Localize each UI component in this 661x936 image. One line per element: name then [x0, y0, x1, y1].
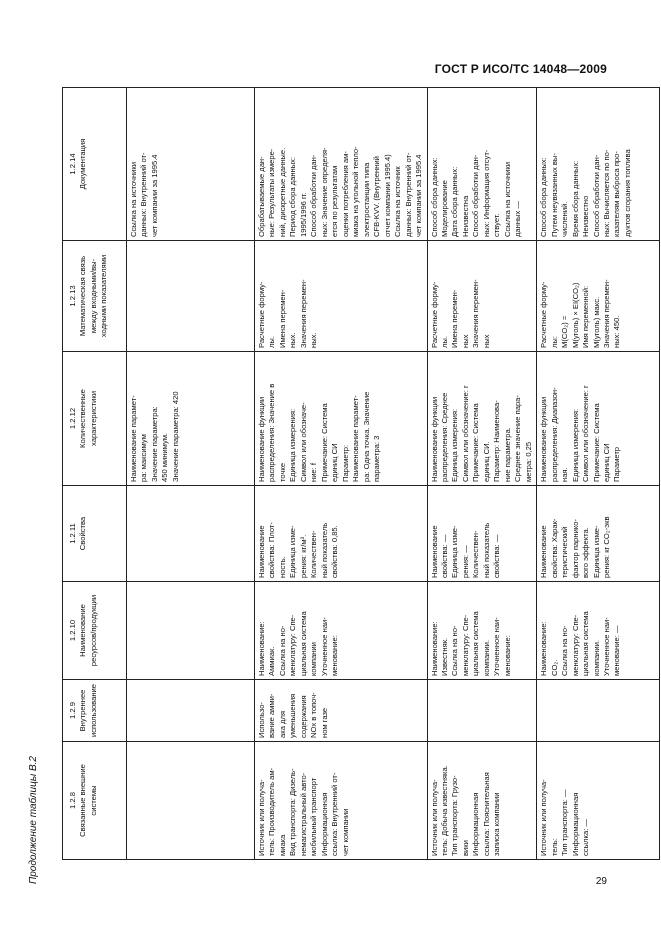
cell-text-line: Дата сбора данных: [450, 166, 460, 237]
cell-text-line: Единица изме- [450, 525, 460, 578]
table-cell [537, 88, 660, 241]
cell-text-line: ресурсов/продукции [88, 594, 98, 667]
table-cell [127, 88, 255, 241]
cell-text-line: 1995/1996 гг. [298, 192, 308, 237]
column-header [63, 680, 127, 742]
cell-text-line: вание амми- [267, 693, 277, 738]
table-cell [255, 680, 428, 742]
column-header [63, 88, 127, 241]
table-cell [255, 582, 428, 680]
cell-text-line: Параметр: Наименова- [492, 400, 502, 482]
cell-text-line: Количествен- [471, 530, 481, 578]
cell-text-line: Количествен- [309, 530, 319, 578]
cell-text-line: Наименование: [429, 621, 439, 676]
cell-text-line: мобильный транспорт [309, 777, 319, 856]
table-row [427, 88, 537, 860]
table-cell [537, 582, 660, 680]
table-cell [127, 241, 255, 352]
cell-text-line: Единица изме- [591, 525, 601, 578]
cell-text-line: единиц СИ. [481, 441, 491, 482]
cell-text-line: циальная система [298, 611, 308, 676]
cell-text-line: единиц СИ [602, 443, 611, 482]
cell-text-line: данных: Внутренний от- [403, 152, 413, 237]
cell-text-line: Количественные [78, 389, 88, 448]
cell-text-line: Информационная [319, 792, 329, 856]
table-cell [427, 352, 537, 486]
cell-text-line: уменьшения [288, 693, 298, 738]
cell-text-line: лы. [439, 336, 449, 348]
cell-text-line: Наименование функции [539, 396, 549, 482]
cell-text-line: компании. [481, 640, 491, 676]
column-header [63, 352, 127, 486]
cell-text-line: Моделирование [439, 180, 449, 237]
cell-text-line: Параметр [612, 446, 622, 482]
cell-text-line: тель: Добыча известняка. [439, 765, 449, 856]
cell-text-line: CFB-KVV. (Внутренний [372, 156, 382, 237]
cell-text-line: Обрабатываемые дан- [257, 156, 266, 237]
table-cell [427, 680, 537, 742]
cell-text-line: вого эффекта. [581, 527, 591, 578]
cell-text-line: Единица изме- [288, 525, 298, 578]
cell-text-line: 1.2.14 [68, 153, 77, 175]
cell-text-line: ных: Значение определя- [319, 147, 329, 237]
document-header: ГОСТ Р ИСО/ТС 14048—2009 [434, 62, 607, 76]
cell-text-line: Свойства [78, 516, 88, 551]
cell-text-line: Математическая связь [78, 255, 88, 337]
cell-text-line: рения: кг/м³. [298, 534, 308, 578]
table-cell [427, 486, 537, 582]
cell-text-line: Примечание: Система [319, 403, 329, 482]
cell-text-line: Путем неувязанных вы- [549, 153, 559, 237]
cell-text-line: тель: Производитель ам- [267, 767, 277, 856]
cell-text-line: CO₂. [549, 659, 559, 676]
cell-text-line: Примечание: Система [471, 403, 481, 482]
cell-text-line: точке [277, 462, 287, 482]
cell-text-line: Наименование [429, 525, 439, 578]
data-table [62, 87, 660, 860]
cell-text-line: Связанные внешние [78, 764, 88, 837]
cell-text-line: Тип транспорта: — [560, 789, 570, 856]
cell-text-line: Способ сбора данных: [539, 157, 549, 237]
cell-text-line: метра: 0,25 [523, 441, 533, 482]
cell-text-line: M(CO₂) = [560, 315, 570, 348]
cell-text-line: чет компании за 1995.4 [414, 154, 424, 237]
cell-text-line: 1.2.11 [68, 523, 77, 544]
cell-text-line: вики [460, 840, 470, 856]
cell-text-line: ных: Информация отсут- [481, 149, 491, 237]
table-cell [427, 742, 537, 860]
cell-text-line: ный показатель [319, 522, 329, 578]
cell-text-line: Расчетные форму- [257, 281, 266, 348]
cell-text-line: ность. [277, 556, 287, 578]
table-cell [255, 352, 428, 486]
cell-text-line: 1.2.12 [68, 407, 77, 430]
cell-text-line: немагистральный авто- [298, 772, 308, 856]
cell-text-line: Источник или получа- [539, 779, 549, 856]
cell-text-line: единиц СИ [330, 443, 340, 482]
table-cell [427, 582, 537, 680]
cell-text-line: свойства: 0,85. [330, 525, 340, 578]
cell-text-line: Ссылка на источники [502, 162, 512, 237]
column-header [63, 241, 127, 352]
cell-text-line: ние параметра. [502, 427, 512, 482]
cell-text-line: лы. [267, 336, 277, 348]
cell-text-line: рения: кг CO₂-экв [602, 516, 611, 578]
cell-text-line: Единица измерения: [450, 408, 460, 482]
cell-text-line: Наименование [78, 604, 88, 657]
cell-text-line: Аммиак. [267, 646, 277, 676]
cell-text-line: Наименование функции [257, 396, 266, 482]
cell-text-line: менование: [502, 635, 512, 676]
table-cell [537, 680, 660, 742]
cell-text-line: Наименование парамет- [129, 395, 138, 482]
cell-text-line: циальная система [581, 611, 591, 676]
cell-text-line: содержания [298, 695, 308, 738]
table-cell [255, 742, 428, 860]
cell-text-line: Параметр: [340, 444, 350, 482]
cell-text-line: ходными показателями [99, 254, 109, 338]
table-cell [537, 742, 660, 860]
cell-text-line: Единица измерения: [570, 408, 580, 482]
cell-text-line: Символ или обозначе- [298, 402, 308, 482]
cell-text-line: между входными/вы- [88, 258, 98, 334]
cell-text-line: данных: Внутренний от- [139, 152, 149, 237]
cell-text-line: менклатуру: Спе- [460, 614, 470, 676]
cell-text-line: Единица измерения: [288, 408, 298, 482]
cell-text-line: Ссылка на источники [129, 162, 138, 237]
cell-text-line: Тип транспорта: Грузо- [450, 775, 460, 856]
cell-text-line: Имена перемен- [277, 289, 287, 348]
table-cell [255, 88, 428, 241]
cell-text-line: Время сбора данных: [570, 160, 580, 237]
cell-text-line: 1.2.13 [68, 285, 77, 307]
cell-text-line: Значения перемен- [602, 279, 611, 348]
page-number: 29 [595, 876, 607, 887]
cell-text-line: Известняк. [439, 637, 449, 676]
cell-text-line: Значение параметра: 420 [170, 391, 180, 482]
cell-text-line: числений. [560, 201, 570, 237]
cell-text-line: Наименование: [257, 621, 266, 676]
table-cell [427, 241, 537, 352]
column-header [63, 742, 127, 860]
cell-text-line: записка компании [492, 792, 502, 856]
cell-text-line: Способ обработки дан- [309, 154, 319, 237]
cell-text-line: отчет компании 1995.4) [382, 154, 392, 237]
cell-text-line: Значения перемен- [298, 279, 308, 348]
cell-text-line: свойства: — [492, 534, 502, 578]
table-cell [127, 582, 255, 680]
cell-text-line: распределения: Среднее [439, 392, 449, 482]
cell-text-line: Имя переменной: [581, 285, 591, 348]
cell-text-line: ний, дискретные данные. [277, 147, 287, 237]
cell-text-line: Наименование [257, 525, 266, 578]
table-cell [127, 486, 255, 582]
cell-text-line: параметра: 3 [372, 435, 382, 482]
cell-text-line: Ссылка на источник [393, 166, 403, 237]
cell-text-line: фактор парнико- [570, 519, 580, 578]
cell-text-line: дуктов сгорания топлива [622, 149, 632, 237]
cell-text-line: электростанции типа [361, 162, 371, 237]
cell-text-line: Способ обработки дан- [471, 154, 481, 237]
table-cell [127, 680, 255, 742]
cell-text-line: ных: 450. [612, 315, 622, 348]
cell-text-line: Способ сбора данных: [429, 157, 439, 237]
cell-text-line: Символ или обозначение: г [460, 385, 470, 482]
table-cell [537, 241, 660, 352]
column-header [63, 582, 127, 680]
cell-text-line: ние: f [309, 463, 319, 482]
cell-text-line: ра: максимум [139, 434, 149, 482]
cell-text-line: ных [460, 334, 470, 348]
cell-text-line: ная. [560, 467, 570, 482]
cell-text-line: ра: Одна точка. Значение [361, 391, 371, 482]
cell-text-line: Уточненное наи- [319, 617, 329, 676]
cell-text-line: оценки потребления ам- [340, 151, 350, 237]
cell-text-line: ном газе [319, 707, 329, 738]
cell-text-line: 1.2.9 [68, 702, 77, 719]
cell-text-line: использование [88, 683, 98, 738]
table-caption: Продолжение таблицы В.2 [28, 756, 39, 884]
cell-text-line: Способ обработки дан- [591, 154, 601, 237]
cell-text-line: Расчетные форму- [429, 281, 439, 348]
cell-text-line: Ссылка на но- [450, 625, 460, 676]
cell-text-line: Имена перемен- [450, 289, 460, 348]
table-row [255, 88, 428, 860]
cell-text-line: свойства: — [439, 534, 449, 578]
cell-text-line: характеристики [88, 391, 98, 446]
cell-text-line: ссылка: Пояснительная [481, 772, 491, 856]
cell-text-line: Внутреннее [78, 689, 88, 732]
cell-text-line: ссылка: Внутренний от- [330, 772, 340, 856]
cell-text-line: системы [88, 785, 98, 816]
cell-text-line: ных [481, 334, 491, 348]
cell-text-line: менклатуру: Спе- [570, 614, 580, 676]
cell-text-line: лы: [549, 336, 559, 348]
cell-text-line: Примечание: Система [591, 403, 601, 482]
cell-text-line: Период сбора данных: [288, 156, 298, 237]
cell-text-line: тель: [549, 838, 559, 856]
cell-text-line: компании [309, 642, 319, 676]
cell-text-line: миака [277, 834, 287, 856]
cell-text-line: данных — [513, 201, 523, 237]
cell-text-line: казателям выброса про- [612, 151, 622, 237]
cell-text-line: 450 минимум. [160, 432, 170, 482]
cell-text-line: Уточненное наи- [602, 617, 611, 676]
cell-text-line: компании. [591, 640, 601, 676]
cell-text-line: распределения: Диапазон- [549, 387, 559, 482]
cell-text-line: ные: Результаты измере- [267, 148, 277, 237]
cell-text-line: ных. [288, 332, 298, 348]
cell-text-line: Символ или обозначение: г [581, 385, 591, 482]
cell-text-line: менклатуру: Спе- [288, 614, 298, 676]
cell-text-line: Документация [78, 138, 88, 190]
cell-text-line: Среднее значение пара- [513, 395, 523, 482]
cell-text-line: ных: Вычисляется по по- [602, 149, 611, 237]
cell-text-line: менование: — [612, 625, 622, 676]
cell-text-line: Значение параметра: [149, 406, 159, 482]
cell-text-line: 1.2.10 [68, 619, 77, 642]
table-cell [537, 352, 660, 486]
cell-text-line: M(уголь) макс. [591, 296, 601, 348]
cell-text-line: циальная система [471, 611, 481, 676]
table-row [127, 88, 255, 860]
cell-text-line: распределения: Значение в [267, 383, 277, 482]
cell-text-line: Уточненное наи- [492, 617, 502, 676]
table-cell [255, 241, 428, 352]
cell-text-line: ных. [309, 332, 319, 348]
cell-text-line: Использо- [257, 702, 266, 738]
cell-text-line: чет компании [340, 808, 350, 856]
cell-text-line: Расчетные форму- [539, 281, 549, 348]
cell-text-line: Источник или получа- [429, 779, 439, 856]
cell-text-line: Неизвестно [581, 195, 591, 237]
cell-text-line: Наименование [539, 525, 549, 578]
cell-text-line: ссылка: — [581, 818, 591, 856]
cell-text-line: Вид транспорта: Дизель- [288, 768, 298, 856]
table-cell [127, 742, 255, 860]
cell-text-line: Значения перемен- [471, 279, 481, 348]
cell-text-line: ствует. [492, 213, 502, 237]
cell-text-line: чет компании за 1995.4 [149, 154, 159, 237]
cell-text-line: M(уголь) × EI(CO₂) [570, 282, 580, 348]
cell-text-line: 1.2.8 [68, 792, 77, 809]
cell-text-line: Ссылка на но- [277, 625, 287, 676]
cell-text-line: NOx в топоч- [309, 692, 319, 738]
cell-text-line: ный показатель [481, 522, 491, 578]
table-cell [255, 486, 428, 582]
cell-text-line: Наименование парамет- [351, 395, 361, 482]
cell-text-line: миака на угольной тепло- [351, 146, 361, 237]
table-cell [127, 352, 255, 486]
cell-text-line: свойства: Плот- [267, 522, 277, 578]
cell-text-line: ется по результатам [330, 165, 340, 237]
table-header-row [63, 88, 127, 860]
cell-text-line: свойства: Харак- [549, 518, 559, 578]
cell-text-line: менование: [330, 635, 340, 676]
cell-text-line: Источник или получа- [257, 779, 266, 856]
cell-text-line: теристический [560, 526, 570, 578]
cell-text-line: Наименование функции [429, 396, 439, 482]
cell-text-line: ака для [277, 710, 287, 738]
table-row [537, 88, 660, 860]
table-cell [537, 486, 660, 582]
table-cell [427, 88, 537, 241]
rotated-table-container [62, 88, 632, 860]
cell-text-line: Наименование: [539, 621, 549, 676]
column-header [63, 486, 127, 582]
cell-text-line: Информационная [570, 792, 580, 856]
cell-text-line: рения: — [460, 545, 470, 578]
cell-text-line: Информационная [471, 792, 481, 856]
cell-text-line: Ссылка на но- [560, 625, 570, 676]
cell-text-line: Неизвестна [460, 195, 470, 237]
